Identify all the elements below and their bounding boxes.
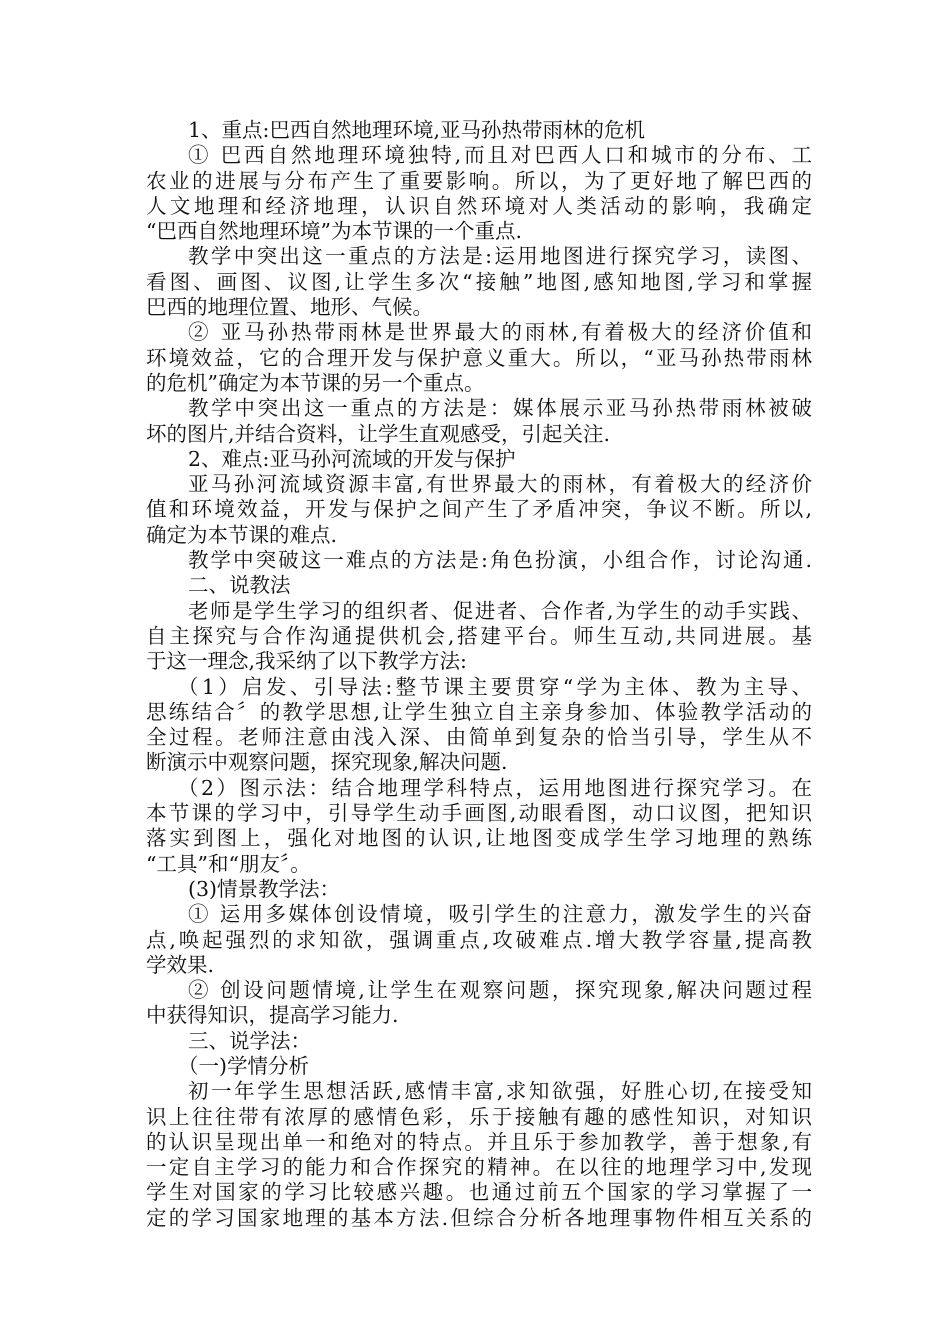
text-line: （2）图示法：结合地理学科特点，运用地图进行探究学习。在 [178, 775, 812, 800]
text-line: 思练结合〞的教学思想,让学生独立自主亲身参加、体验教学活动的 [146, 699, 812, 724]
text-line: 初一年学生思想活跃,感情丰富,求知欲强，好胜心切,在接受知 [188, 1079, 812, 1104]
text-line: 定的学习国家地理的基本方法.但综合分析各地理事物件相互关系的 [146, 1205, 812, 1230]
text-line: 学效果. [146, 952, 215, 977]
document-body [146, 118, 812, 1231]
text-line: 中获得知识，提高学习能力. [146, 1003, 399, 1028]
text-line: 2、难点:亚马孙河流域的开发与保护 [188, 446, 516, 471]
text-line: （1）启发、引导法:整节课主要贯穿“学为主体、教为主导、 [178, 674, 812, 699]
text-line: “工具”和“朋友〞。 [146, 851, 311, 876]
text-line: 的认识呈现出单一和绝对的特点。并且乐于参加教学，善于想象,有 [146, 1129, 812, 1154]
text-line: 坏的图片,并结合资料，让学生直观感受，引起关注. [146, 421, 611, 446]
text-line: 全过程。老师注意由浅入深、由简单到复杂的恰当引导，学生从不 [146, 725, 812, 750]
text-line: ① 运用多媒体创设情境，吸引学生的注意力，激发学生的兴奋 [188, 902, 812, 927]
text-line: ② 创设问题情境,让学生在观察问题，探究现象,解决问题过程 [188, 978, 812, 1003]
text-line: 值和环境效益，开发与保护之间产生了矛盾冲突，争议不断。所以, [146, 497, 812, 522]
text-line: 三、说学法： [188, 1028, 311, 1053]
text-line: 教学中突破这一难点的方法是:角色扮演，小组合作，讨论沟通. [188, 548, 812, 573]
text-line: 农业的进展与分布产生了重要影响。所以，为了更好地了解巴西的 [146, 168, 812, 193]
text-line: 人文地理和经济地理，认识自然环境对人类活动的影响，我确定 [146, 193, 812, 218]
text-line: “巴西自然地理环境”为本节课的一个重点. [146, 219, 522, 244]
text-line: 的危机”确定为本节课的另一个重点。 [146, 370, 485, 395]
text-line: 于这一理念,我采纳了以下教学方法: [146, 649, 467, 674]
text-line: ② 亚马孙热带雨林是世界最大的雨林,有着极大的经济价值和 [188, 320, 812, 345]
text-line: 落实到图上，强化对地图的认识,让地图变成学生学习地理的熟练 [146, 826, 812, 851]
text-line: 断演示中观察问题，探究现象,解决问题. [146, 750, 508, 775]
text-line: 看图、画图、议图,让学生多次“接触”地图,感知地图,学习和掌握 [146, 269, 812, 294]
text-line: 亚马孙河流域资源丰富,有世界最大的雨林，有着极大的经济价 [188, 472, 812, 497]
text-line: （一)学情分析 [178, 1053, 309, 1078]
text-line: 点,唤起强烈的求知欲，强调重点,攻破难点.增大教学容量,提高教 [146, 927, 812, 952]
text-line: 环境效益，它的合理开发与保护意义重大。所以，“亚马孙热带雨林 [146, 345, 812, 370]
text-line: 识上往往带有浓厚的感情色彩，乐于接触有趣的感性知识，对知识 [146, 1104, 812, 1129]
text-line: 自主探究与合作沟通提供机会,搭建平台。师生互动,共同进展。基 [146, 623, 812, 648]
text-line: 教学中突出这一重点的方法是：媒体展示亚马孙热带雨林被破 [188, 396, 812, 421]
text-line: ① 巴西自然地理环境独特,而且对巴西人口和城市的分布、工 [188, 143, 812, 168]
text-line: 1、重点:巴西自然地理环境,亚马孙热带雨林的危机 [188, 118, 645, 142]
text-line: 一定自主学习的能力和合作探究的精神。在以往的地理学习中,发现 [146, 1155, 812, 1180]
text-line: 教学中突出这一重点的方法是:运用地图进行探究学习，读图、 [188, 244, 812, 269]
text-line: (3)情景教学法： [188, 876, 341, 901]
text-line: 本节课的学习中，引导学生动手画图,动眼看图，动口议图，把知识 [146, 801, 812, 826]
text-line: 学生对国家的学习比较感兴趣。也通过前五个国家的学习掌握了一 [146, 1180, 812, 1205]
text-line: 确定为本节课的难点. [146, 522, 338, 547]
text-line: 巴西的地理位置、地形、气候。 [146, 295, 433, 320]
text-line: 老师是学生学习的组织者、促进者、合作者,为学生的动手实践、 [188, 598, 812, 623]
text-line: 二、说教法 [188, 573, 291, 598]
